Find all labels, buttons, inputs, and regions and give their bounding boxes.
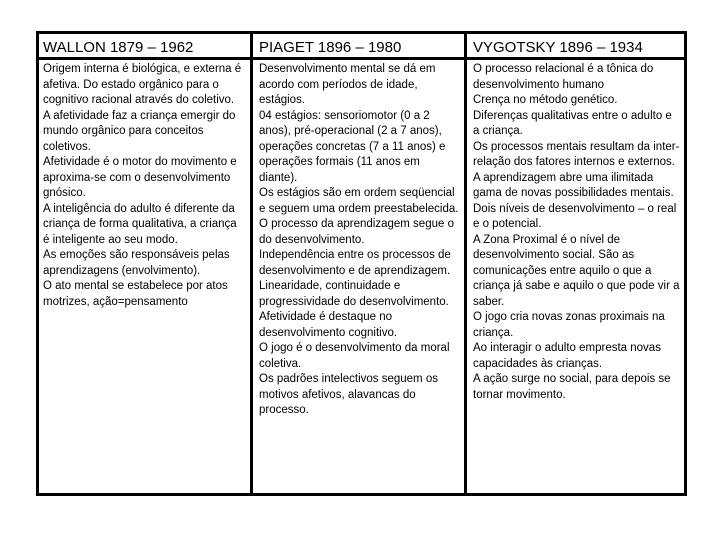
header-vygotsky: VYGOTSKY 1896 – 1934 [467,34,684,60]
piaget-paragraph: Desenvolvimento mental se dá em acordo com períodos de idade, estágios. [259,63,436,106]
wallon-paragraph: O ato mental se estabelece por atos motrizes, ação=pensamento [43,280,228,308]
vygotsky-paragraph: A ação surge no social, para depois se tornar movimento. [473,373,671,401]
piaget-paragraph: O processo da aprendizagem segue o do desenvolvimento. [259,218,454,246]
vygotsky-paragraph: Ao interagir o adulto empresta novas capacidades às crianças. [473,342,661,370]
vygotsky-paragraph: O processo relacional é a tônica do desenvolvimento humano [473,63,654,91]
comparison-table [36,31,687,496]
column-piaget [253,60,467,493]
wallon-paragraph: As emoções são responsáveis pelas aprendizagens (envolvimento). [43,249,230,277]
wallon-paragraph: Afetividade é o motor do movimento e aproxima-se com o desenvolvimento gnósico. [43,156,237,199]
vygotsky-paragraph: O jogo cria novas zonas proximais na criança. [473,311,665,339]
vygotsky-paragraph: Diferenças qualitativas entre o adulto e a criança. [473,109,672,137]
vygotsky-paragraph: A aprendizagem abre uma ilimitada gama de novas possibilidades mentais. [473,171,674,199]
wallon-paragraph: A afetividade faz a criança emergir do mundo orgânico para conceitos coletivos. [43,109,236,153]
vygotsky-paragraph: Crença no método genético. [473,94,618,106]
wallon-paragraph: A inteligência do adulto é diferente da criança de forma qualitativa, a criança é inteligente ao seu modo. [43,202,237,246]
column-wallon [39,60,253,493]
piaget-paragraph: 04 estágios: sensoriomotor (0 a 2 anos), pré-operacional (2 a 7 anos), operações concretas (7 a 11 anos) e operações formais (11 anos em diante). [259,109,446,184]
piaget-paragraph: Os estágios são em ordem seqüencial e seguem uma ordem preestabelecida. [259,187,459,215]
piaget-paragraph: Independência entre os processos de desenvolvimento e de aprendizagem. [259,249,451,277]
piaget-paragraph: O jogo é o desenvolvimento da moral coletiva. [259,342,450,370]
vygotsky-paragraph: A Zona Proximal é o nível de desenvolvimento social. São as comunicações entre aquilo o que a criança já sabe e aquilo o que pode vir a saber. [473,233,680,308]
wallon-paragraph: Origem interna é biológica, e externa é afetiva. Do estado orgânico para o cognitivo racional através do coletivo. [43,63,242,106]
header-wallon: WALLON 1879 – 1962 [39,34,253,60]
piaget-paragraph: Os padrões intelectivos seguem os motivos afetivos, alavancas do processo. [259,373,438,416]
header-piaget: PIAGET 1896 – 1980 [253,34,467,60]
column-vygotsky [467,60,684,493]
vygotsky-paragraph: Os processos mentais resultam da inter-relação dos fatores internos e externos. [473,140,680,168]
piaget-paragraph: Linearidade, continuidade e progressividade do desenvolvimento. [259,280,449,308]
vygotsky-paragraph: Dois níveis de desenvolvimento – o real e o potencial. [473,202,677,230]
piaget-paragraph: Afetividade é destaque no desenvolvimento cognitivo. [259,311,398,339]
